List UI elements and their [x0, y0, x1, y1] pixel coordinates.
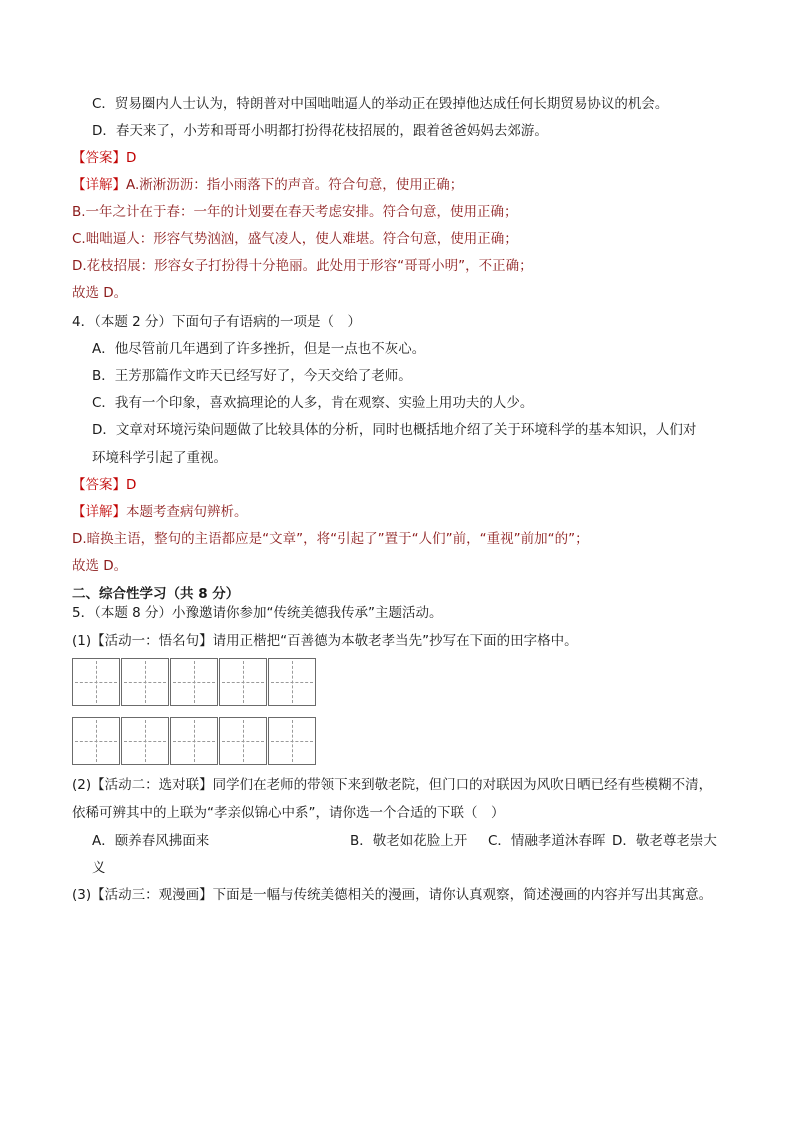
- q4-option-a: A．他尽管前几年遇到了许多挫折，但是一点也不灰心。: [92, 341, 426, 357]
- q3-option-d: D．春天来了，小芳和哥哥小明都打扮得花枝招展的，跟着爸爸妈妈去郊游。: [92, 123, 548, 139]
- q4-option-c: C．我有一个印象，喜欢搞理论的人多，肯在观察、实验上用功夫的人少。: [92, 395, 534, 411]
- tianzige-cell[interactable]: [170, 717, 218, 765]
- detail-text: 本题考查病句辨析。: [126, 504, 248, 520]
- q4-detail-d: D.暗换主语，整句的主语都应是“文章”，将“引起了”置于“人们”前，“重视”前加“的”；: [72, 531, 589, 547]
- tianzige-cell[interactable]: [219, 658, 267, 706]
- tianzige-row-1: [72, 658, 317, 706]
- q4-answer: [72, 476, 136, 494]
- q5-activity-1: (1)【活动一：悟名句】请用正楷把“百善德为本敬老孝当先”抄写在下面的田字格中。: [72, 633, 578, 649]
- detail-label: 【详解】: [72, 504, 126, 520]
- q5-option-d-cont: 义: [92, 860, 106, 876]
- q3-detail-d: D.花枝招展：形容女子打扮得十分艳丽。此处用于形容“哥哥小明”，不正确；: [72, 258, 533, 274]
- q5-activity-2: (2)【活动二：选对联】同学们在老师的带领下来到敬老院，但门口的对联因为风吹日晒已经有些模糊不清，: [72, 777, 713, 793]
- tianzige-cell[interactable]: [268, 717, 316, 765]
- q5-option-c: C．情融孝道沐春晖: [488, 833, 606, 849]
- answer-value: D: [126, 150, 137, 166]
- detail-label: 【详解】: [72, 177, 126, 193]
- tianzige-row-2: [72, 717, 317, 765]
- q4-conclusion: 故选 D。: [72, 558, 128, 574]
- q4-stem: 4．（本题 2 分）下面句子有语病的一项是（ ）: [72, 314, 362, 330]
- q4-detail: [72, 503, 248, 521]
- q4-option-d-cont: 环境科学引起了重视。: [92, 450, 227, 466]
- q3-detail-a: [72, 176, 463, 194]
- tianzige-cell[interactable]: [72, 658, 120, 706]
- tianzige-cell[interactable]: [121, 717, 169, 765]
- detail-text: A.淅淅沥沥：指小雨落下的声音。符合句意，使用正确；: [126, 177, 464, 193]
- tianzige-cell[interactable]: [121, 658, 169, 706]
- answer-label: 【答案】: [72, 150, 126, 166]
- tianzige-cell[interactable]: [170, 658, 218, 706]
- q5-activity-2-cont: 依稀可辨其中的上联为“孝亲似锦心中系”，请你选一个合适的下联（ ）: [72, 805, 505, 821]
- q3-detail-c: C.咄咄逼人：形容气势汹汹，盛气凌人，使人难堪。符合句意，使用正确；: [72, 231, 518, 247]
- q5-stem: 5．（本题 8 分）小豫邀请你参加“传统美德我传承”主题活动。: [72, 605, 443, 621]
- q3-answer: [72, 149, 136, 167]
- q3-conclusion: 故选 D。: [72, 285, 128, 301]
- q5-option-b: B．敬老如花脸上开: [350, 833, 468, 849]
- answer-value: D: [126, 477, 137, 493]
- tianzige-cell[interactable]: [72, 717, 120, 765]
- tianzige-cell[interactable]: [268, 658, 316, 706]
- q5-option-a: A．颐养春风拂面来: [92, 833, 210, 849]
- tianzige-cell[interactable]: [219, 717, 267, 765]
- q4-option-b: B．王芳那篇作文昨天已经写好了，今天交给了老师。: [92, 368, 412, 384]
- q5-option-d: D．敬老尊老崇大: [612, 833, 717, 849]
- section-2-title: 二、综合性学习（共 8 分）: [72, 586, 240, 602]
- q5-activity-3: (3)【活动三：观漫画】下面是一幅与传统美德相关的漫画，请你认真观察，简述漫画的内容并写出其寓意。: [72, 887, 713, 903]
- q4-option-d: D．文章对环境污染问题做了比较具体的分析，同时也概括地介绍了关于环境科学的基本知识，人们对: [92, 422, 697, 438]
- q3-option-c: C．贸易圈内人士认为，特朗普对中国咄咄逼人的举动正在毁掉他达成任何长期贸易协议的机会。: [92, 96, 669, 112]
- answer-label: 【答案】: [72, 477, 126, 493]
- q3-detail-b: B.一年之计在于春：一年的计划要在春天考虑安排。符合句意，使用正确；: [72, 204, 518, 220]
